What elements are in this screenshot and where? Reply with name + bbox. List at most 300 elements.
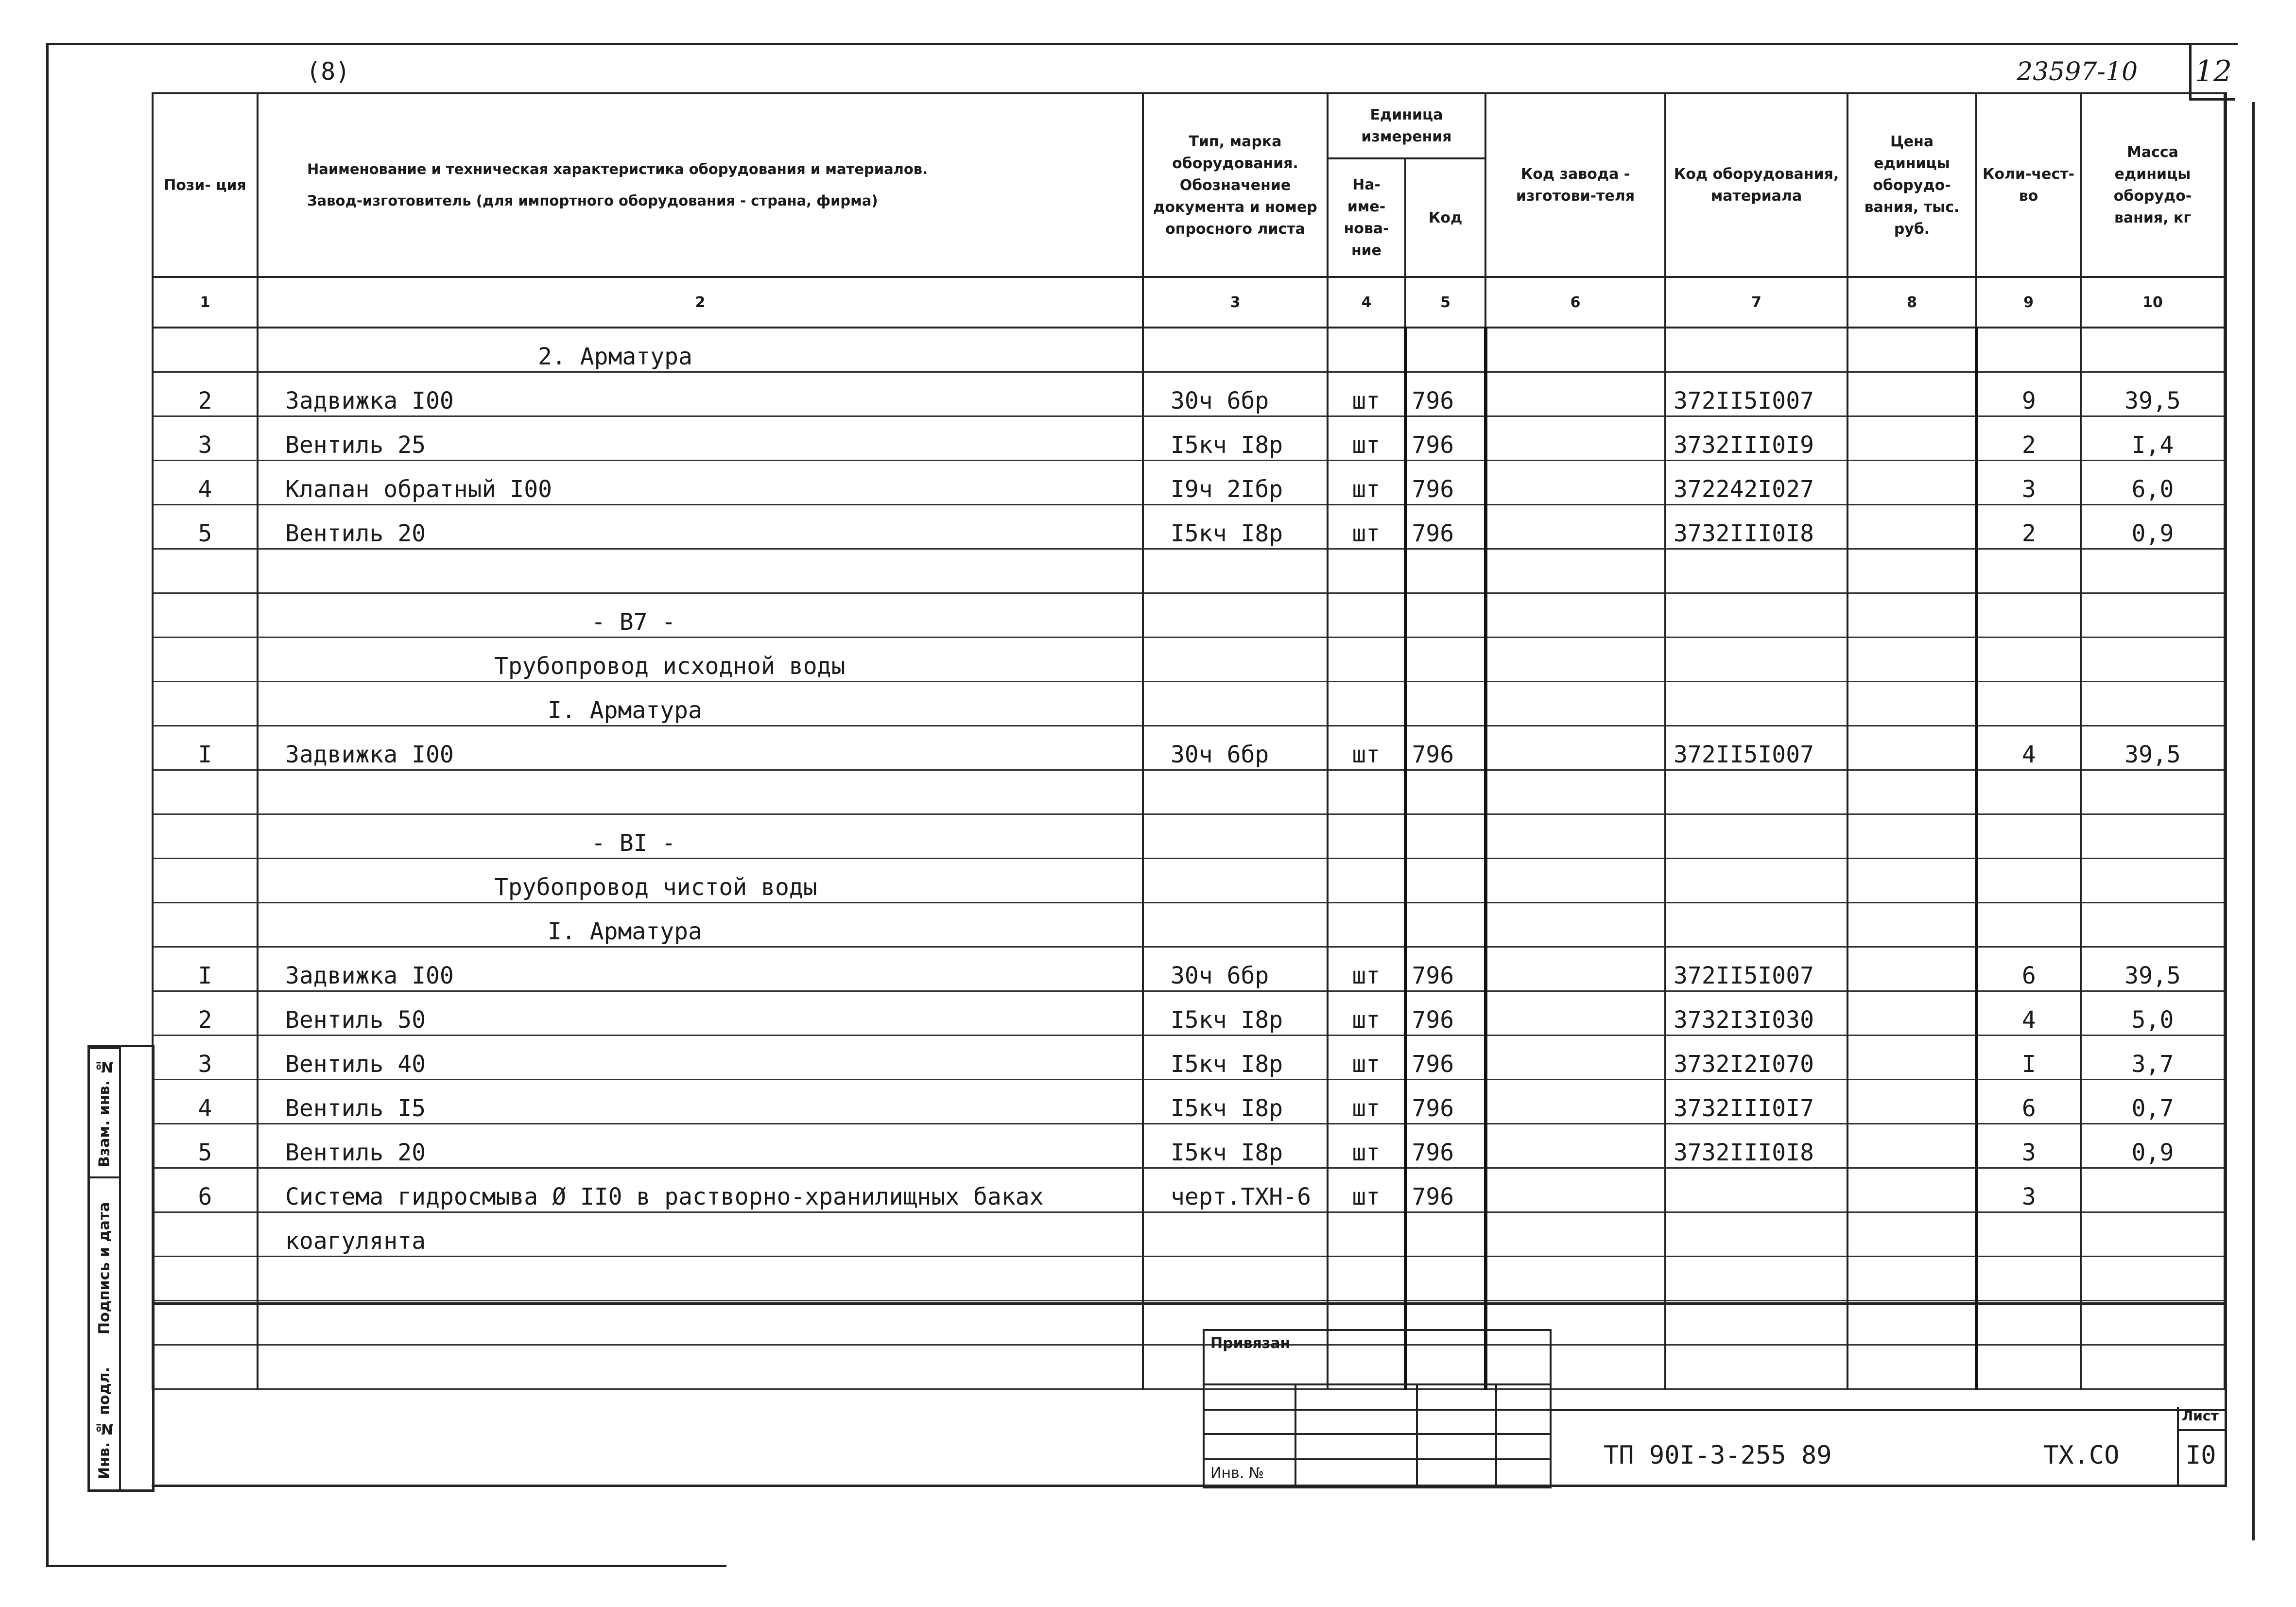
quantity-cell	[1976, 814, 2081, 859]
type-cell	[1143, 549, 1328, 593]
name-cell: Клапан обратный I00	[258, 461, 1143, 505]
type-cell	[1143, 814, 1328, 859]
position-cell	[153, 638, 258, 682]
position-cell: 3	[153, 416, 258, 461]
quantity-cell: 3	[1976, 1124, 2081, 1168]
unit-code-cell: 796	[1405, 726, 1485, 770]
price-cell	[1847, 726, 1976, 770]
unit-cell	[1328, 903, 1405, 947]
table-row	[153, 1345, 2225, 1389]
unit-cell	[1328, 859, 1405, 903]
unit-cell: шт	[1328, 1168, 1405, 1212]
name-cell: Задвижка I00	[258, 372, 1143, 416]
name-cell: Вентиль 20	[258, 505, 1143, 549]
unit-cell: шт	[1328, 947, 1405, 991]
quantity-cell: I	[1976, 1036, 2081, 1080]
type-cell	[1143, 859, 1328, 903]
unit-code-cell	[1405, 859, 1485, 903]
unit-code-cell	[1405, 814, 1485, 859]
sheet-corner-number: 12	[2189, 45, 2235, 101]
type-cell: I9ч 2Iбр	[1143, 461, 1328, 505]
item-code-cell	[1665, 638, 1847, 682]
item-code-cell	[1665, 1168, 1847, 1212]
quantity-cell: 2	[1976, 505, 2081, 549]
table-row	[153, 461, 2225, 505]
unit-code-cell	[1405, 903, 1485, 947]
position-cell: 5	[153, 1124, 258, 1168]
plant-code-cell	[1485, 1212, 1665, 1257]
item-code-cell	[1665, 1257, 1847, 1301]
unit-cell	[1328, 549, 1405, 593]
quantity-cell	[1976, 1301, 2081, 1345]
stamp-divider	[1495, 1384, 1497, 1486]
plant-code-cell	[1485, 372, 1665, 416]
table-row	[153, 903, 2225, 947]
plant-code-cell	[1485, 549, 1665, 593]
item-code-cell: 3732III0I8	[1665, 505, 1847, 549]
price-cell	[1847, 1080, 1976, 1124]
header-type: Тип, марка оборудования. Обозначение документа и номер опросного листа	[1143, 93, 1328, 277]
price-cell	[1847, 903, 1976, 947]
header-unit-group: Единица измерения	[1328, 93, 1485, 158]
price-cell	[1847, 947, 1976, 991]
unit-code-cell: 796	[1405, 947, 1485, 991]
name-cell: коагулянта	[258, 1212, 1143, 1257]
name-cell: Система гидросмыва Ø II0 в растворно-хранилищных баках	[258, 1168, 1143, 1212]
name-cell: I. Арматура	[258, 682, 1143, 726]
price-cell	[1847, 682, 1976, 726]
mass-cell: 6,0	[2081, 461, 2225, 505]
item-code-cell: 3732III0I9	[1665, 416, 1847, 461]
plant-code-cell	[1485, 991, 1665, 1036]
type-cell	[1143, 682, 1328, 726]
position-cell: 6	[153, 1168, 258, 1212]
stamp-line	[1205, 1458, 1550, 1460]
position-cell	[153, 549, 258, 593]
unit-cell: шт	[1328, 726, 1405, 770]
item-code-cell	[1665, 328, 1847, 372]
table-row	[153, 859, 2225, 903]
quantity-cell: 3	[1976, 1168, 2081, 1212]
plant-code-cell	[1485, 903, 1665, 947]
name-cell: Вентиль 25	[258, 416, 1143, 461]
position-cell	[153, 1212, 258, 1257]
table-row	[153, 328, 2225, 372]
type-cell	[1143, 1257, 1328, 1301]
frame-top-line	[46, 43, 2238, 45]
item-code-cell	[1665, 549, 1847, 593]
position-cell: I	[153, 726, 258, 770]
plant-code-cell	[1485, 328, 1665, 372]
sheet-label: Лист	[2182, 1408, 2219, 1424]
mass-cell: 39,5	[2081, 726, 2225, 770]
type-cell	[1143, 770, 1328, 814]
item-code-cell	[1665, 903, 1847, 947]
position-cell: 4	[153, 461, 258, 505]
position-cell	[153, 903, 258, 947]
mass-cell	[2081, 903, 2225, 947]
quantity-cell	[1976, 328, 2081, 372]
type-cell: I5кч I8р	[1143, 1124, 1328, 1168]
type-cell: 30ч 6бр	[1143, 726, 1328, 770]
table-row	[153, 372, 2225, 416]
item-code-cell: 372II5I007	[1665, 726, 1847, 770]
item-code-cell	[1665, 593, 1847, 638]
position-cell	[153, 770, 258, 814]
column-number: 4	[1328, 277, 1405, 328]
sheet-box-line	[2179, 1429, 2226, 1431]
unit-code-cell	[1405, 1212, 1485, 1257]
table-row	[153, 682, 2225, 726]
type-cell: 30ч 6бр	[1143, 947, 1328, 991]
price-cell	[1847, 1168, 1976, 1212]
table-row	[153, 726, 2225, 770]
unit-cell: шт	[1328, 372, 1405, 416]
name-cell	[258, 770, 1143, 814]
price-cell	[1847, 638, 1976, 682]
table-row	[153, 1036, 2225, 1080]
mass-cell: 3,7	[2081, 1036, 2225, 1080]
name-cell: Вентиль 50	[258, 991, 1143, 1036]
mass-cell: 39,5	[2081, 372, 2225, 416]
mass-cell: 0,7	[2081, 1080, 2225, 1124]
header-item-code: Код оборудования, материала	[1665, 93, 1847, 277]
header-mass: Масса единицы оборудо-вания, кг	[2081, 93, 2225, 277]
table-row	[153, 416, 2225, 461]
item-code-cell	[1665, 859, 1847, 903]
unit-code-cell	[1405, 682, 1485, 726]
unit-cell	[1328, 1257, 1405, 1301]
unit-cell: шт	[1328, 461, 1405, 505]
price-cell	[1847, 1301, 1976, 1345]
price-cell	[1847, 461, 1976, 505]
price-cell	[1847, 593, 1976, 638]
name-cell	[258, 549, 1143, 593]
quantity-cell: 3	[1976, 461, 2081, 505]
quantity-cell	[1976, 1212, 2081, 1257]
quantity-cell	[1976, 903, 2081, 947]
name-cell: 2. Арматура	[258, 328, 1143, 372]
top-left-mark: (8)	[306, 57, 350, 86]
plant-code-cell	[1485, 593, 1665, 638]
position-cell: 4	[153, 1080, 258, 1124]
quantity-cell: 6	[1976, 947, 2081, 991]
name-cell	[258, 1301, 1143, 1345]
column-number: 7	[1665, 277, 1847, 328]
price-cell	[1847, 328, 1976, 372]
name-cell: Вентиль I5	[258, 1080, 1143, 1124]
table-row	[153, 549, 2225, 593]
quantity-cell	[1976, 593, 2081, 638]
stamp-label: Привязан	[1210, 1335, 1291, 1352]
item-code-cell	[1665, 1301, 1847, 1345]
table-row	[153, 638, 2225, 682]
sheet-number: I0	[2186, 1441, 2216, 1470]
quantity-cell: 2	[1976, 416, 2081, 461]
item-code-cell	[1665, 1345, 1847, 1389]
type-cell: 30ч 6бр	[1143, 372, 1328, 416]
mass-cell	[2081, 1212, 2225, 1257]
document-designation: ТП 90I-3-255 89	[1604, 1441, 1832, 1470]
unit-cell	[1328, 328, 1405, 372]
header-row	[153, 93, 2225, 158]
mass-cell	[2081, 1168, 2225, 1212]
position-cell	[153, 593, 258, 638]
header-plant-code: Код завода - изготови-теля	[1485, 93, 1665, 277]
unit-code-cell	[1405, 593, 1485, 638]
mass-cell: 0,9	[2081, 1124, 2225, 1168]
frame-bottom-line	[46, 1565, 726, 1567]
header-unit-name: На-име-нова-ние	[1328, 158, 1405, 277]
unit-code-cell	[1405, 770, 1485, 814]
name-cell: Трубопровод исходной воды	[258, 638, 1143, 682]
plant-code-cell	[1485, 726, 1665, 770]
document-section: ТХ.СО	[2043, 1441, 2120, 1470]
unit-code-cell: 796	[1405, 1124, 1485, 1168]
binding-stamp	[1203, 1329, 1552, 1488]
price-cell	[1847, 1036, 1976, 1080]
position-cell	[153, 682, 258, 726]
mass-cell	[2081, 593, 2225, 638]
item-code-cell	[1665, 682, 1847, 726]
header-name	[258, 93, 1143, 277]
table-row	[153, 1212, 2225, 1257]
table-row	[153, 814, 2225, 859]
position-cell: 3	[153, 1036, 258, 1080]
table-row	[153, 1168, 2225, 1212]
name-cell: - BI -	[258, 814, 1143, 859]
mass-cell	[2081, 1257, 2225, 1301]
position-cell	[153, 1301, 258, 1345]
unit-cell: шт	[1328, 1036, 1405, 1080]
type-cell: I5кч I8р	[1143, 991, 1328, 1036]
unit-code-cell: 796	[1405, 416, 1485, 461]
column-number: 6	[1485, 277, 1665, 328]
unit-cell	[1328, 770, 1405, 814]
specification-table	[152, 92, 2226, 1390]
unit-code-cell	[1405, 549, 1485, 593]
plant-code-cell	[1485, 461, 1665, 505]
column-number: 9	[1976, 277, 2081, 328]
column-number: 8	[1847, 277, 1976, 328]
price-cell	[1847, 1124, 1976, 1168]
plant-code-cell	[1485, 416, 1665, 461]
plant-code-cell	[1485, 1124, 1665, 1168]
type-cell: черт.ТХН-6	[1143, 1168, 1328, 1212]
mass-cell: I,4	[2081, 416, 2225, 461]
mass-cell: 39,5	[2081, 947, 2225, 991]
position-cell	[153, 814, 258, 859]
stamp-divider	[1416, 1384, 1418, 1486]
plant-code-cell	[1485, 814, 1665, 859]
unit-cell	[1328, 814, 1405, 859]
mass-cell	[2081, 1301, 2225, 1345]
position-cell: 5	[153, 505, 258, 549]
stamp-line	[1205, 1383, 1550, 1385]
position-cell	[153, 1345, 258, 1389]
inner-bottom-line	[152, 1485, 2227, 1487]
price-cell	[1847, 549, 1976, 593]
column-number: 1	[153, 277, 258, 328]
unit-cell: шт	[1328, 991, 1405, 1036]
unit-cell: шт	[1328, 505, 1405, 549]
frame-right-line	[2252, 102, 2255, 1540]
price-cell	[1847, 814, 1976, 859]
unit-code-cell: 796	[1405, 372, 1485, 416]
quantity-cell	[1976, 682, 2081, 726]
type-cell	[1143, 593, 1328, 638]
header-quantity: Коли-чест-во	[1976, 93, 2081, 277]
quantity-cell	[1976, 859, 2081, 903]
column-number-row	[153, 277, 2225, 328]
table-row	[153, 1124, 2225, 1168]
name-cell	[258, 1257, 1143, 1301]
position-cell: I	[153, 947, 258, 991]
quantity-cell	[1976, 1257, 2081, 1301]
unit-cell: шт	[1328, 416, 1405, 461]
position-cell	[153, 1257, 258, 1301]
price-cell	[1847, 416, 1976, 461]
quantity-cell: 4	[1976, 726, 2081, 770]
unit-code-cell: 796	[1405, 505, 1485, 549]
name-cell: I. Арматура	[258, 903, 1143, 947]
price-cell	[1847, 859, 1976, 903]
quantity-cell	[1976, 770, 2081, 814]
mass-cell	[2081, 814, 2225, 859]
mass-cell	[2081, 638, 2225, 682]
item-code-cell	[1665, 814, 1847, 859]
stamp-divider	[1295, 1384, 1296, 1486]
type-cell	[1143, 903, 1328, 947]
position-cell: 2	[153, 991, 258, 1036]
plant-code-cell	[1485, 1257, 1665, 1301]
unit-cell	[1328, 638, 1405, 682]
table-row	[153, 947, 2225, 991]
item-code-cell: 3732III0I8	[1665, 1124, 1847, 1168]
quantity-cell	[1976, 638, 2081, 682]
unit-code-cell	[1405, 1257, 1485, 1301]
header-unit-code: Код	[1405, 158, 1485, 277]
mass-cell	[2081, 682, 2225, 726]
document-archive-code: 23597-10	[2017, 57, 2138, 86]
table-body	[153, 328, 2225, 1389]
item-code-cell: 372II5I007	[1665, 947, 1847, 991]
item-code-cell	[1665, 770, 1847, 814]
table-row	[153, 770, 2225, 814]
unit-code-cell: 796	[1405, 991, 1485, 1036]
mass-cell	[2081, 770, 2225, 814]
name-cell: Задвижка I00	[258, 947, 1143, 991]
column-number: 10	[2081, 277, 2225, 328]
price-cell	[1847, 1212, 1976, 1257]
table-row	[153, 1080, 2225, 1124]
name-cell: Задвижка I00	[258, 726, 1143, 770]
unit-cell	[1328, 1212, 1405, 1257]
item-code-cell: 3732I2I070	[1665, 1036, 1847, 1080]
mass-cell	[2081, 328, 2225, 372]
column-number: 5	[1405, 277, 1485, 328]
plant-code-cell	[1485, 505, 1665, 549]
column-number: 3	[1143, 277, 1328, 328]
mass-cell: 5,0	[2081, 991, 2225, 1036]
type-cell: I5кч I8р	[1143, 1036, 1328, 1080]
plant-code-cell	[1485, 770, 1665, 814]
header-price: Цена единицы оборудо-вания, тыс. руб.	[1847, 93, 1976, 277]
stamp-line	[1205, 1409, 1550, 1411]
type-cell	[1143, 1212, 1328, 1257]
price-cell	[1847, 1257, 1976, 1301]
name-cell: Вентиль 20	[258, 1124, 1143, 1168]
name-cell: Вентиль 40	[258, 1036, 1143, 1080]
table-row	[153, 1257, 2225, 1301]
unit-code-cell: 796	[1405, 461, 1485, 505]
side-label-original-inv: Инв. № подл.	[96, 1366, 113, 1479]
frame-left-line	[46, 43, 49, 1566]
quantity-cell	[1976, 1345, 2081, 1389]
quantity-cell	[1976, 549, 2081, 593]
table-row	[153, 1301, 2225, 1345]
unit-cell	[1328, 682, 1405, 726]
mass-cell	[2081, 549, 2225, 593]
item-code-cell: 372II5I007	[1665, 372, 1847, 416]
unit-code-cell: 796	[1405, 1036, 1485, 1080]
plant-code-cell	[1485, 1036, 1665, 1080]
table-row	[153, 991, 2225, 1036]
quantity-cell: 6	[1976, 1080, 2081, 1124]
title-block-line	[1548, 1409, 2226, 1411]
unit-cell: шт	[1328, 1124, 1405, 1168]
plant-code-cell	[1485, 947, 1665, 991]
position-cell: 2	[153, 372, 258, 416]
quantity-cell: 4	[1976, 991, 2081, 1036]
plant-code-cell	[1485, 1168, 1665, 1212]
side-signature-strip	[87, 1045, 155, 1492]
plant-code-cell	[1485, 638, 1665, 682]
item-code-cell: 3732I3I030	[1665, 991, 1847, 1036]
unit-code-cell: 796	[1405, 1080, 1485, 1124]
price-cell	[1847, 770, 1976, 814]
stamp-inventory-label: Инв. №	[1210, 1465, 1264, 1482]
mass-cell	[2081, 1345, 2225, 1389]
side-label-signature-date: Подпись и дата	[90, 1176, 119, 1358]
plant-code-cell	[1485, 859, 1665, 903]
type-cell: I5кч I8р	[1143, 1080, 1328, 1124]
type-cell	[1143, 638, 1328, 682]
unit-code-cell: 796	[1405, 1168, 1485, 1212]
plant-code-cell	[1485, 682, 1665, 726]
item-code-cell: 372242I027	[1665, 461, 1847, 505]
mass-cell	[2081, 859, 2225, 903]
column-number: 2	[258, 277, 1143, 328]
item-code-cell	[1665, 1212, 1847, 1257]
type-cell: I5кч I8р	[1143, 505, 1328, 549]
table-row	[153, 593, 2225, 638]
price-cell	[1847, 372, 1976, 416]
name-cell: Трубопровод чистой воды	[258, 859, 1143, 903]
name-cell	[258, 1345, 1143, 1389]
unit-code-cell	[1405, 328, 1485, 372]
header-name-line2: Завод-изготовитель (для импортного оборудования - страна, фирма)	[307, 192, 878, 209]
type-cell	[1143, 328, 1328, 372]
position-cell	[153, 328, 258, 372]
sheet-number-box	[2177, 1407, 2226, 1485]
item-code-cell: 3732III0I7	[1665, 1080, 1847, 1124]
side-strip-divider	[119, 1047, 121, 1489]
plant-code-cell	[1485, 1080, 1665, 1124]
quantity-cell: 9	[1976, 372, 2081, 416]
table-row	[153, 505, 2225, 549]
unit-cell	[1328, 593, 1405, 638]
